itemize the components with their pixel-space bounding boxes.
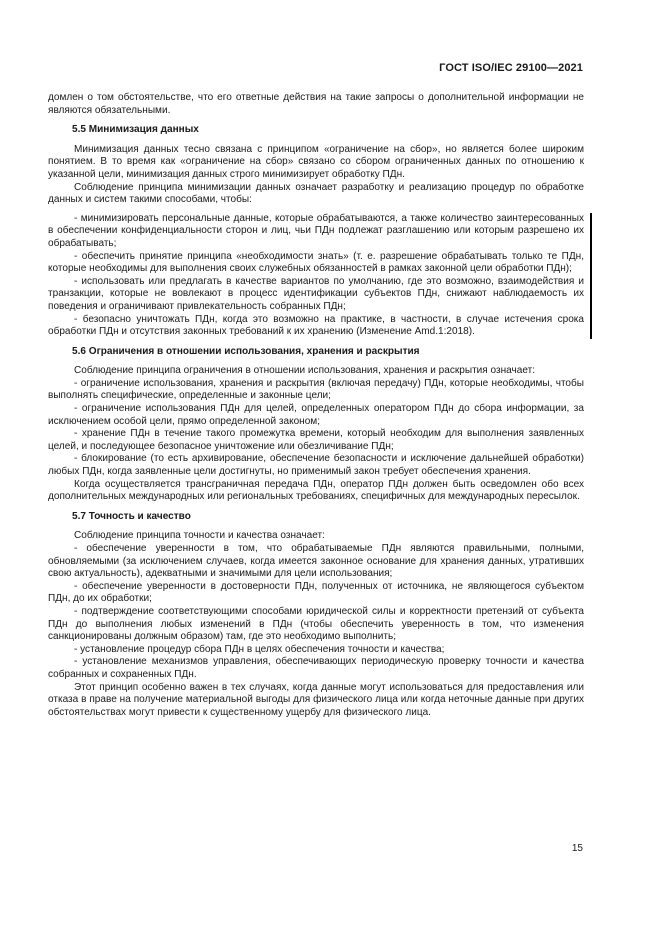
s56-list-item: - хранение ПДн в течение такого промежутка времени, который необходим для выполнения заявленных целей, и последующее безопасное уничтожение или обезличивание ПДн; bbox=[48, 428, 584, 452]
s57-list-item: - подтверждение соответствующими способами юридической силы и корректности претензий от субъекта ПДн до выполнения любых изменений в ПДн (чтобы обеспечить уверенность в том, что изменения санкционированы должным образом) там, где это необходимо выполнить; bbox=[48, 605, 584, 643]
section-5-7-title: 5.7 Точность и качество bbox=[72, 510, 191, 522]
s56-list-item: - блокирование (то есть архивирование, обеспечение безопасности и исключение дальнейшей обработки) любых ПДн, когда заявленные цели достигнуты, но применимый закон требует обеспечения хранения. bbox=[48, 453, 584, 478]
s56-list-item: - ограничение использования, хранения и раскрытия (включая передачу) ПДн, которые необходимы, чтобы выполнять специфические, определенные и законные цели; bbox=[48, 377, 584, 402]
s55-list-item: - безопасно уничтожать ПДн, когда это возможно на практике, в частности, в случае истечения срока обработки ПДн и отсутствия законных требований к их хранению (Изменение Amd.1:2018). bbox=[48, 313, 584, 338]
s57-paragraph-2: Этот принцип особенно важен в тех случаях, когда данные могут использоваться для предоставления или отказа в праве на получение материальной выгоды для физического лица или когда неточные данные при других обстоятельствах могут привести к существенному ущербу для физического лица. bbox=[48, 681, 584, 718]
amendment-block bbox=[48, 213, 592, 339]
s55-list-item: - обеспечить принятие принципа «необходимости знать» (т. е. разрешение обрабатывать только те ПДн, которые необходимы для выполнения своих служебных обязанностей в рамках законной цели обработки ПДн); bbox=[48, 250, 584, 275]
page-body bbox=[48, 92, 584, 719]
s55-list-item: - минимизировать персональные данные, которые обрабатываются, а также количество заинтересованных в обеспечении конфиденциальности сторон и лиц, чьи ПДн подлежат разглашению или которым разрешено их обрабатывать; bbox=[48, 212, 584, 249]
s57-list-item: - обеспечение уверенности в достоверности ПДн, полученных от источника, не являющегося субъектом ПДн, до их обработки; bbox=[48, 580, 584, 605]
s57-list-item: - установление процедур сбора ПДн в целях обеспечения точности и качества; bbox=[74, 643, 445, 655]
section-5-5-title: 5.5 Минимизация данных bbox=[72, 124, 199, 136]
s56-list-item: - ограничение использования ПДн для целей, определенных оператором ПДн до сбора информации, за исключением особой цели, прямо определенной законом; bbox=[48, 403, 584, 427]
s56-paragraph-1: Соблюдение принципа ограничения в отношении использования, хранения и раскрытия означает: bbox=[74, 365, 535, 377]
s55-paragraph-1: Минимизация данных тесно связана с принципом «ограничение на сбор», но является более широким понятием. В то время как «ограничение на сбор» связано со сбором ограниченных данных по отношению к указанной цели, минимизация данных строго минимизирует обработку ПДн. bbox=[48, 143, 584, 180]
s57-list-item: - обеспечение уверенности в том, что обрабатываемые ПДн являются правильными, полными, обновляемыми (за исключением случаев, когда имеется законное основание для хранения данных, утративших свою актуальность), адекватными и значимыми для цели использования; bbox=[48, 543, 584, 580]
intro-paragraph: домлен о том обстоятельстве, что его ответные действия на такие запросы о дополнительной информации не являются обязательными. bbox=[48, 92, 584, 116]
s57-paragraph-1: Соблюдение принципа точности и качества означает: bbox=[74, 530, 325, 542]
s55-list-item: - использовать или предлагать в качестве вариантов по умолчанию, где это возможно, взаимодействия и транзакции, которые не вовлекают в процесс идентификации субъектов ПДн, снижают наблюдаемость их поведения и ограничивают привлекательность собранных ПДн; bbox=[48, 275, 584, 312]
page-number: 15 bbox=[571, 843, 583, 854]
document-header: ГОСТ ISO/IEC 29100—2021 bbox=[439, 62, 583, 74]
section-5-6-title: 5.6 Ограничения в отношении использования, хранения и раскрытия bbox=[72, 345, 420, 357]
s57-list-item: - установление механизмов управления, обеспечивающих периодическую проверку точности и качества собранных и сохраненных ПДн. bbox=[48, 656, 584, 680]
s56-paragraph-2: Когда осуществляется трансграничная передача ПДн, оператор ПДн должен быть осведомлен обо всех дополнительных международных или региональных требованиях, специфичных для международных пересылок. bbox=[48, 478, 584, 503]
s55-paragraph-2: Соблюдение принципа минимизации данных означает разработку и реализацию процедур по обработке данных и систем такими способами, чтобы: bbox=[48, 181, 584, 206]
